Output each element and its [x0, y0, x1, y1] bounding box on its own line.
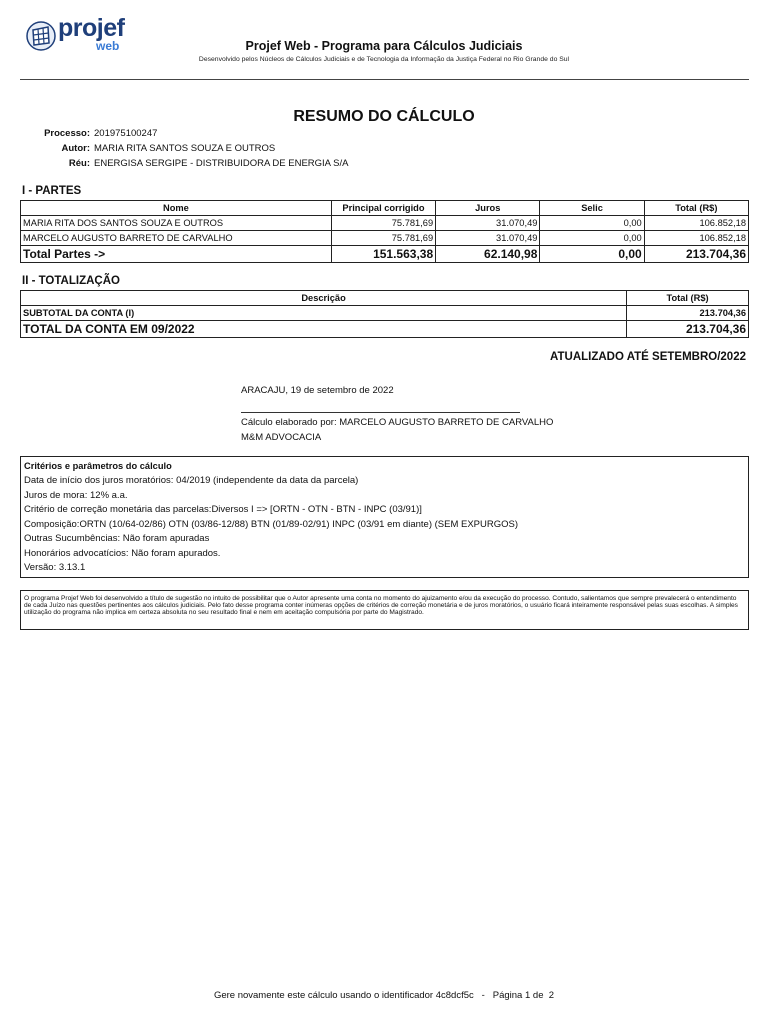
atualizado-label: ATUALIZADO ATÉ SETEMBRO/2022	[550, 351, 746, 363]
criterio-line: Composição:ORTN (10/64-02/86) OTN (03/86-12/88) BTN (01/89-02/91) INPC (03/91 em diante) (SEM EXPURGOS)	[24, 519, 519, 530]
reu-label: Réu:	[68, 158, 90, 169]
col-principal: Principal corrigido	[331, 201, 435, 216]
prepared-by: Cálculo elaborado por: MARCELO AUGUSTO BARRETO DE CARVALHO	[241, 417, 554, 428]
cell-total: 106.852,18	[644, 231, 748, 246]
cell-nome: MARCELO AUGUSTO BARRETO DE CARVALHO	[21, 231, 332, 246]
totalizacao-heading: II - TOTALIZAÇÃO	[22, 275, 120, 287]
disclaimer-box	[20, 590, 749, 630]
autor-label: Autor:	[61, 143, 90, 154]
total-row	[21, 321, 749, 338]
cell-total: 106.852,18	[644, 216, 748, 231]
reu-value: ENERGISA SERGIPE - DISTRIBUIDORA DE ENERGIA S/A	[94, 158, 349, 169]
total-conta-value: 213.704,36	[627, 321, 749, 338]
table-row	[21, 231, 749, 246]
col-total: Total (R$)	[627, 291, 749, 306]
subtotal-row	[21, 306, 749, 321]
app-subtitle: Desenvolvido pelos Núcleos de Cálculos Judiciais e de Tecnologia da Informação da Justiça Federal no Rio Grande do Sul	[198, 56, 570, 63]
signature-line	[241, 412, 520, 413]
table-row	[21, 216, 749, 231]
totalizacao-table	[20, 290, 749, 338]
place-date: ARACAJU, 19 de setembro de 2022	[241, 385, 394, 396]
total-juros: 62.140,98	[436, 246, 540, 263]
criterios-title: Critérios e parâmetros do cálculo	[24, 461, 172, 471]
table-header-row	[21, 291, 749, 306]
autor-value: MARIA RITA SANTOS SOUZA E OUTROS	[94, 143, 276, 154]
subtotal-label: SUBTOTAL DA CONTA (I)	[21, 306, 627, 321]
total-row	[21, 246, 749, 263]
total-conta-label: TOTAL DA CONTA EM 09/2022	[21, 321, 627, 338]
subtotal-value: 213.704,36	[627, 306, 749, 321]
cell-principal: 75.781,69	[331, 216, 435, 231]
col-descricao: Descrição	[21, 291, 627, 306]
partes-table	[20, 200, 749, 263]
total-principal: 151.563,38	[331, 246, 435, 263]
page-footer: Gere novamente este cálculo usando o identificador 4c8dcf5c - Página 1 de 2	[213, 990, 555, 1001]
disclaimer-text: O programa Projef Web foi desenvolvido a título de sugestão no intuito de possibilitar que o Autor apresente uma conta no momento do ajuizamento e/ou da execução do processo. Contudo, salientamos que sempre prevalecerá o entendimento de cada Juízo nas questões pertinentes aos cálculos judiciais. Pelo fato desse programa conter inúmeras opções de critérios de correção monetária e de juros moratórios, o usuário ficará inteiramente responsável pelas suas escolhas. A simples utilização do programa não implica em certeza absoluta no seu resultado final e nem em aceitação compulsória por parte do Magistrado.	[24, 595, 738, 617]
cell-principal: 75.781,69	[331, 231, 435, 246]
table-header-row	[21, 201, 749, 216]
cell-selic: 0,00	[540, 216, 644, 231]
col-juros: Juros	[436, 201, 540, 216]
processo-value: 201975100247	[94, 128, 158, 139]
total-label: Total Partes ->	[21, 246, 332, 263]
col-selic: Selic	[540, 201, 644, 216]
page-title: RESUMO DO CÁLCULO	[293, 108, 475, 125]
criterio-line: Data de início dos juros moratórios: 04/2019 (independente da data da parcela)	[24, 475, 359, 486]
criterio-line: Critério de correção monetária das parcelas:Diversos I => [ORTN - OTN - BTN - INPC (03/91)]	[24, 504, 422, 515]
header-divider	[20, 79, 749, 80]
app-title: Projef Web - Programa para Cálculos Judiciais	[245, 39, 523, 53]
criterio-line: Versão: 3.13.1	[24, 562, 86, 573]
processo-label: Processo:	[44, 128, 90, 139]
criterios-box	[20, 456, 749, 578]
logo-wordmark: projef	[58, 14, 125, 42]
cell-selic: 0,00	[540, 231, 644, 246]
total-total: 213.704,36	[644, 246, 748, 263]
col-nome: Nome	[21, 201, 332, 216]
logo-subtext: web	[96, 39, 120, 53]
criterio-line: Juros de mora: 12% a.a.	[24, 490, 128, 501]
total-selic: 0,00	[540, 246, 644, 263]
cell-juros: 31.070,49	[436, 216, 540, 231]
firm-name: M&M ADVOCACIA	[241, 432, 322, 443]
criterio-line: Outras Sucumbências: Não foram apuradas	[24, 533, 210, 544]
partes-heading: I - PARTES	[22, 185, 82, 197]
col-total: Total (R$)	[644, 201, 748, 216]
cell-nome: MARIA RITA DOS SANTOS SOUZA E OUTROS	[21, 216, 332, 231]
cell-juros: 31.070,49	[436, 231, 540, 246]
criterio-line: Honorários advocatícios: Não foram apurados.	[24, 548, 221, 559]
